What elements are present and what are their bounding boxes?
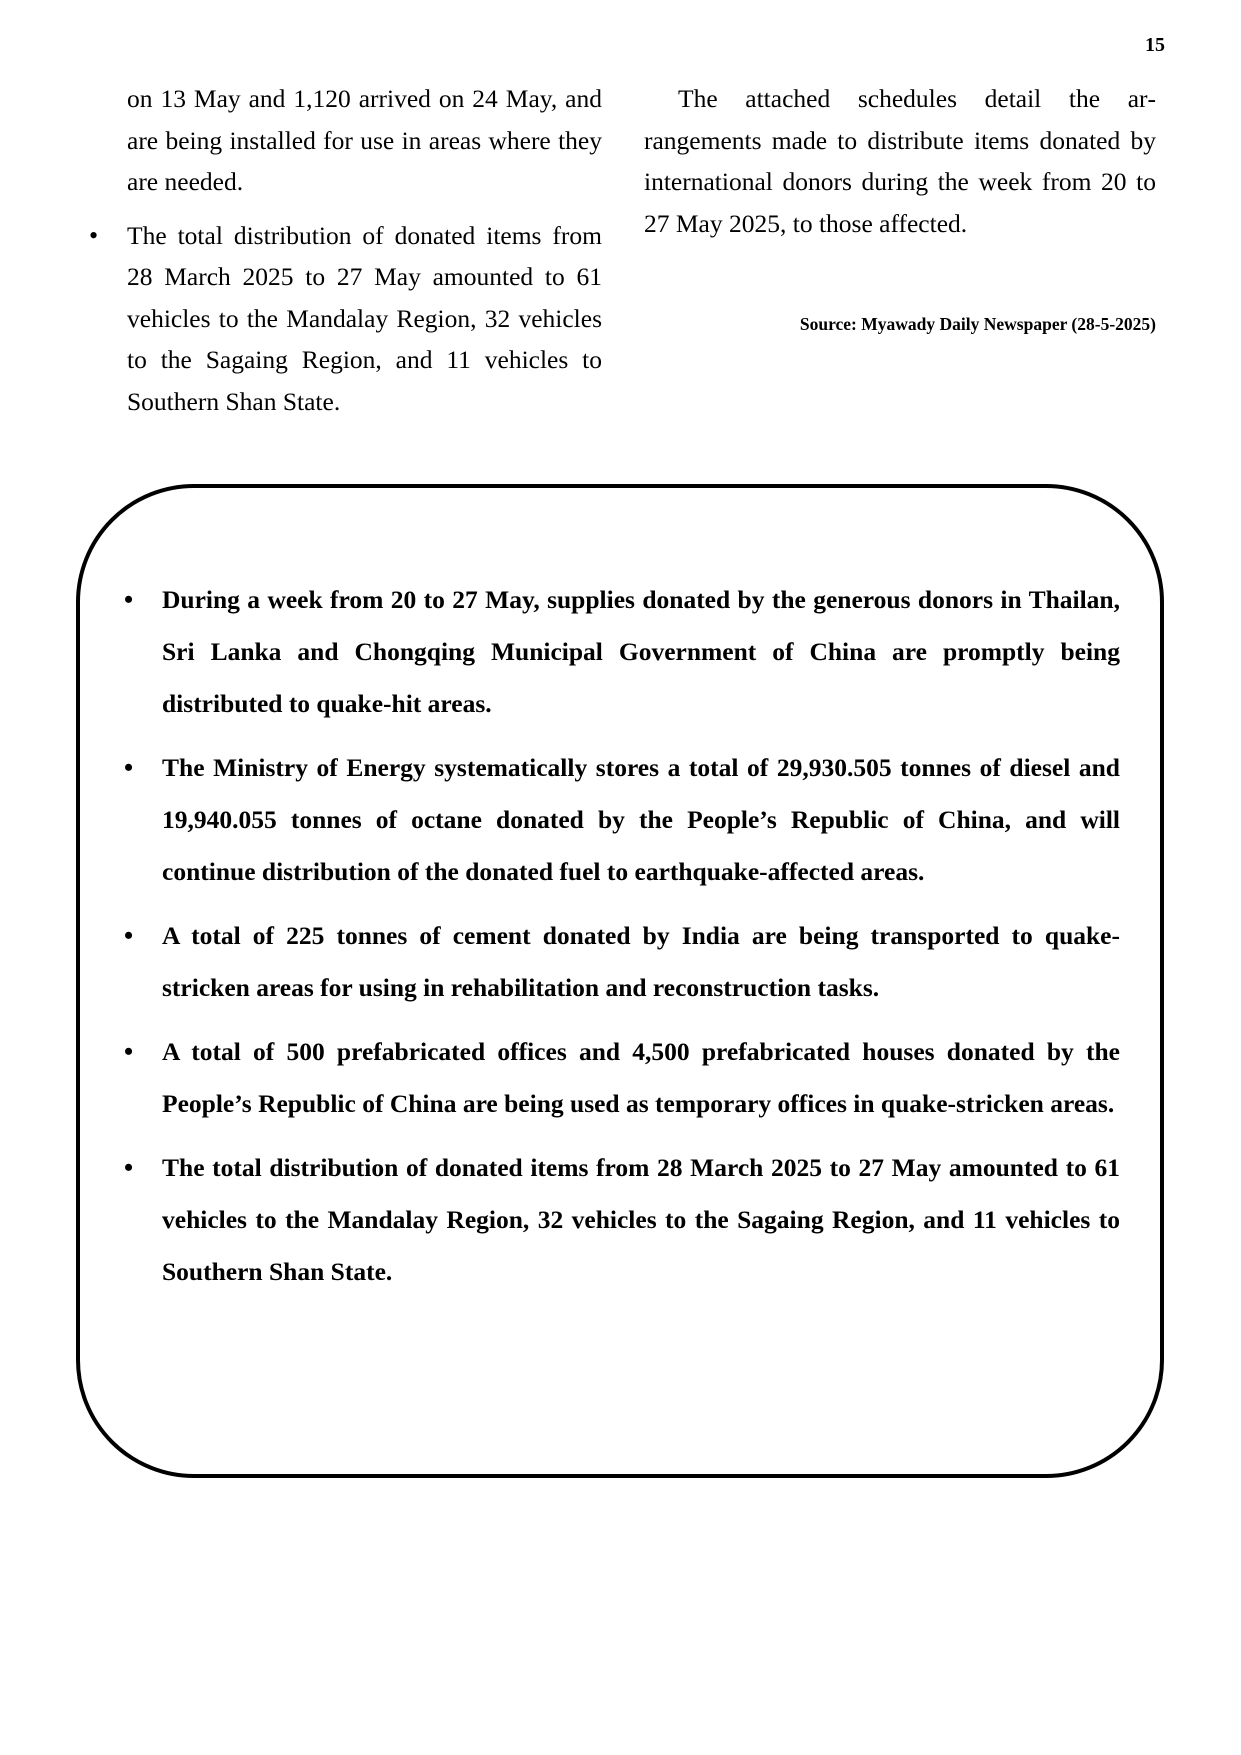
right-column [644, 78, 1156, 336]
left-bullet-list [127, 215, 602, 423]
highlight-bullet-item: • The total distribution of donated items from 28 March 2025 to 27 May amounted to 61 vehicles to the Mandalay Region, 32 vehicles to the Sagaing Region, and 11 vehicles to Southern Shan State. [162, 1142, 1120, 1298]
left-column [127, 78, 602, 422]
highlight-bullet-item: • During a week from 20 to 27 May, supplies donated by the generous donors in Thailan, Sri Lanka and Chongqing Municipal Government of China are promptly being distributed to quake-hit areas. [162, 574, 1120, 730]
highlight-bullet-list [162, 574, 1120, 1310]
highlight-box [76, 484, 1164, 1478]
highlight-bullet-item: • A total of 500 prefabricated offices and 4,500 prefabricated houses donated by the People’s Republic of China are being used as temporary offices in quake-stricken areas. [162, 1026, 1120, 1130]
highlight-bullet-item: • A total of 225 tonnes of cement donated by India are being transported to quake-stricken areas for using in rehabilitation and reconstruction tasks. [162, 910, 1120, 1014]
schedules-paragraph: The attached schedules detail the arrangements made to distribute items donated by international donors during the week from 20 to 27 May 2025, to those affected. [644, 84, 1156, 238]
highlight-bullet-item: • The Ministry of Energy systematically stores a total of 29,930.505 tonnes of diesel and 19,940.055 tonnes of octane donated by the People’s Republic of China, and will continue distribution of the donated fuel to earthquake-affected areas. [162, 742, 1120, 898]
left-bullet-item: • The total distribution of donated items from 28 March 2025 to 27 May amounted to 61 vehicles to the Mandalay Region, 32 vehicles to the Sagaing Region, and 11 vehicles to Southern Shan State. [127, 215, 602, 423]
left-continuation-paragraph: on 13 May and 1,120 arrived on 24 May, and are being installed for use in areas where they are needed. [127, 84, 602, 196]
source-citation: Source: Myawady Daily Newspaper (28-5-2025) [799, 314, 1156, 334]
page-number: 15 [1145, 34, 1165, 56]
